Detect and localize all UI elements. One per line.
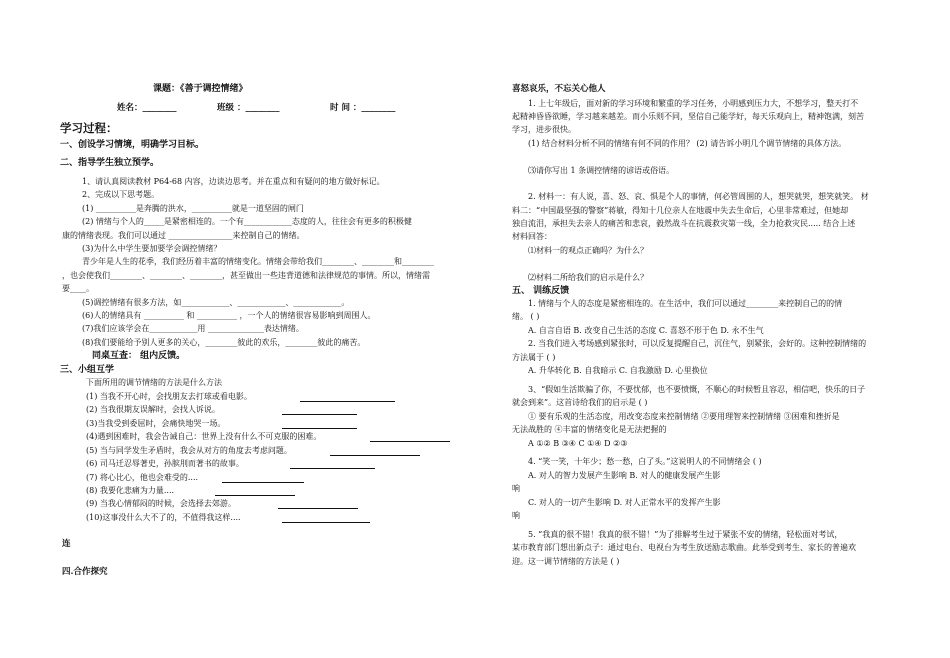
preview-line: (7)我们应该学会在____________用 ______________表达情绪。 <box>82 324 304 333</box>
material-line: 起精神昏昏欲睡，学习越来越差。而小乐则不同，坚信自己能学好，每天乐观向上，精神饱满，刻苦 <box>512 112 864 121</box>
preview-line: 青少年是人生的花季，我们经历着丰富的情绪变化。情绪会带给我们________、________和________ <box>82 257 434 266</box>
preview-line: (1) __________是奔腾的洪水，__________就是一道坚固的闸门 <box>82 204 304 213</box>
quiz-options: A. 自言自语 B. 改变自己生活的态度 C. 喜怒不形于色 D. 永不生气 <box>528 326 764 335</box>
material-line: 学习，进步很快。 <box>512 125 576 134</box>
material-line: 2. 材料一：有人说，喜、怒、哀、惧是个人的事情，何必管周围的人，想哭就哭，想笑就笑。 材 <box>528 192 869 201</box>
preview-line: (5)调控情绪有很多方法，如____________、____________、____________。 <box>82 298 350 307</box>
time-field: 时 间 ：________ <box>330 103 396 113</box>
preview-line: 1、请认真阅读教材 P64-68 内容，边读边思考。并在重点和有疑问的地方做好标记。 <box>82 177 385 186</box>
preview-line: (3)为什么中学生要加要学会调控情绪？ <box>82 244 222 253</box>
quiz-options: A. 对人的智力发展产生影响 B. 对人的健康发展产生影 <box>528 471 721 480</box>
answer-blank[interactable] <box>222 474 304 483</box>
quiz-options: 响 <box>512 511 520 520</box>
answer-blank[interactable] <box>370 433 450 442</box>
method-item: (6) 司马迁忍辱著史，孙膑刖而著书的故事。 <box>86 459 244 468</box>
connect-label: 连 <box>62 539 71 549</box>
method-item: (1) 当我不开心时，会找朋友去打球或看电影。 <box>86 392 252 401</box>
preview-line: (8)我们要能给予别人更多的关心，________彼此的欢乐，________彼此的痛苦。 <box>82 338 366 347</box>
name-field: 姓名：________ <box>117 103 177 113</box>
method-item: (5) 当与同学发生矛盾时，我会从对方的角度去考虑问题。 <box>86 446 292 455</box>
preview-line: 2、完成以下思考题。 <box>82 190 160 199</box>
answer-blank[interactable] <box>282 406 357 415</box>
quiz-line: 3、“假如生活欺骗了你，不要忧郁，也不要愤慨，不顺心的时候暂且容忍，相信吧，快乐的日子 <box>528 385 866 394</box>
section-4-heading: 四.合作探究 <box>62 567 108 577</box>
preview-line: (6)人的情绪具有 __________ 和 __________ ，一个人的情绪很容易影响到周围人。 <box>82 311 376 320</box>
quiz-line: 4. “笑一笑，十年少；愁一愁，白了头。”这说明人的不同情绪会 ( ) <box>528 457 762 466</box>
method-item: (4)遇到困难时，我会告诫自己：世界上没有什么不可克服的困难。 <box>86 432 322 441</box>
quiz-line: ① 要有乐观的生活态度，用改变态度来控制情绪 ②要用理智来控制情绪 ③困难和挫折是 <box>528 412 840 421</box>
preview-line: ，也会使我们________、________、________，甚至做出一些违背道德和法律规范的事情。所以，情绪需 <box>62 271 430 280</box>
answer-blank[interactable] <box>215 487 295 496</box>
answer-blank[interactable] <box>282 514 370 523</box>
class-field: 班级 ：________ <box>217 103 280 113</box>
section-2-heading: 二、指导学生独立预学。 <box>60 158 160 168</box>
answer-blank[interactable] <box>282 420 357 429</box>
answer-blank[interactable] <box>300 393 395 402</box>
quiz-options: A. 升华转化 B. 自我暗示 C. 自我激励 D. 心里换位 <box>528 366 708 375</box>
quiz-line: 迎。这一调节情绪的方法是 ( ) <box>512 557 620 566</box>
method-item: (7) 将心比心，他也会难受的.... <box>86 473 199 482</box>
material-line: 独自流泪，承担失去亲人的痛苦和悲哀，毅然战斗在抗震救灾第一线，全力抢救灾民..... 结合上述 <box>512 219 856 228</box>
quiz-options: C. 对人的一切产生影响 D. 对人正常水平的发挥产生影 <box>528 498 721 507</box>
section-3-intro: 下面所用的调节情绪的方法是什么方法 <box>86 378 222 387</box>
answer-blank[interactable] <box>290 460 375 469</box>
quiz-options: 响 <box>512 484 520 493</box>
method-item: (3)当我受到委屈时，会痛快地哭一场。 <box>86 419 226 428</box>
method-item: (2) 当我很期友误解时，会找人诉说。 <box>86 405 220 414</box>
material-question: (1) 结合材料分析不同的情绪有何不同的作用？ (2) 请告诉小明几个调节情绪的具体方法。 <box>528 139 847 148</box>
quiz-line: 1. 情绪与个人的态度是紧密相连的。在生活中，我们可以通过________来控制自己的的情 <box>528 299 843 308</box>
material-line: 料二：“中国最坚强的警察”蒋敏，得知十几位亲人在地震中失去生命后，心里非常难过，但她却 <box>512 206 849 215</box>
section-1-heading: 一、创设学习情境，明确学习目标。 <box>60 140 205 150</box>
preview-line: (2) 情绪与个人的_____是紧密相连的。一个有____________态度的人，往往会有更多的积极健 <box>82 217 412 226</box>
quiz-line: 无法战胜的 ④丰富的情绪变化是无法把握的 <box>512 425 667 434</box>
peer-check-heading: 同桌互查： 组内反馈。 <box>92 351 186 361</box>
answer-blank[interactable] <box>330 447 420 456</box>
quiz-line: 方法属于 ( ) <box>512 353 556 362</box>
quiz-options: A ①② B ③④ C ①④ D ②③ <box>528 439 628 448</box>
section-3-heading: 三、小组互学 <box>60 365 115 375</box>
material-question: ⑴材料一的观点正确吗？为什么？ <box>528 246 648 255</box>
preview-line: 康的情绪表现。我们可以通过 ________________来控制自己的情绪。 <box>62 231 305 240</box>
preview-line: 要____。 <box>62 284 94 293</box>
answer-blank[interactable] <box>278 500 358 509</box>
process-heading: 学习过程： <box>60 121 118 135</box>
method-item: (8) 我要化悲痛为力量.... <box>86 486 175 495</box>
method-item: (10)这事没什么大不了的，不值得我这样.... <box>86 513 241 522</box>
material-line: 材料回答： <box>512 232 552 241</box>
section-5-heading: 五、 训练反馈 <box>512 286 570 296</box>
quiz-line: 就会到来”。这首诗给我们的启示是 ( ) <box>512 398 648 407</box>
right-heading: 喜怒哀乐，不忘关心他人 <box>512 84 606 94</box>
quiz-line: 某市教育部门想出新点子：通过电台、电视台为考生放送励志歌曲。此举受到考生、家长的普遍欢 <box>512 543 856 552</box>
lesson-title: 课题：《善于调控情绪》 <box>153 84 248 94</box>
method-item: (9) 当我心情郁闷的时候，会选择去郊游。 <box>86 499 236 508</box>
material-question: ⑵材料二所给我们的启示是什么？ <box>528 273 648 282</box>
quiz-line: 2. 当我们进入考场感到紧张时，可以反复提醒自己，沉住气，别紧张，会好的。这种控制情绪的 <box>528 339 867 348</box>
quiz-line: 绪。 ( ) <box>512 312 540 321</box>
material-question: ⑶请你写出 1 条调控情绪的谚语或俗语。 <box>528 166 675 175</box>
quiz-line: 5. “我真的很不错！我真的很不错！”为了排解考生过于紧张不安的情绪，轻松面对考试， <box>528 530 843 539</box>
material-line: 1. 上七年级后，面对新的学习环境和繁重的学习任务，小明感到压力大，不想学习，整天打不 <box>528 99 859 108</box>
